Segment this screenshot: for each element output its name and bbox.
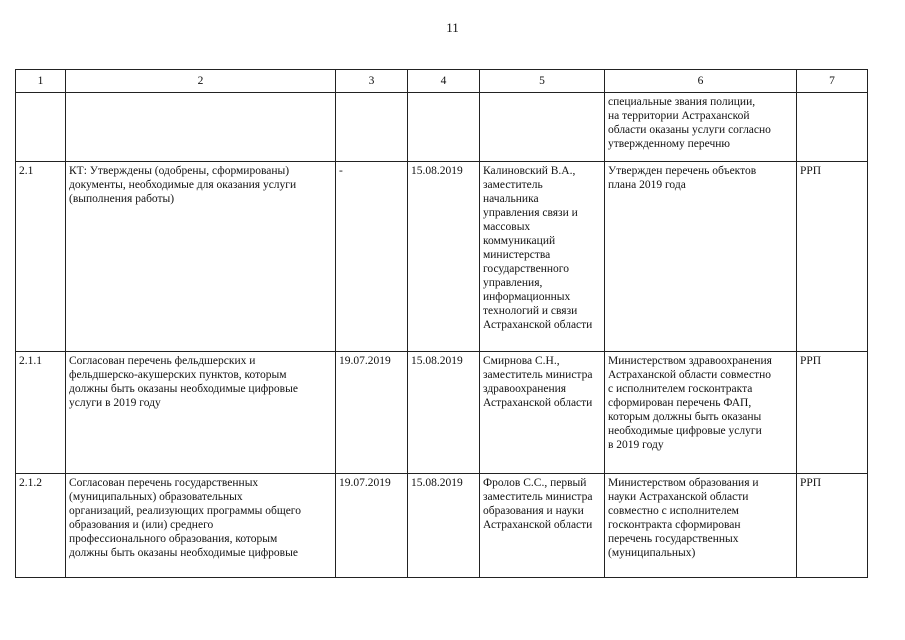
row-name	[66, 93, 336, 162]
row-start-date: 19.07.2019	[336, 352, 408, 474]
row-name: Согласован перечень государственных (муниципальных) образовательных организаций, реализующих программы общего образования и (или) среднего профессионального образования, которым должны быть оказаны необходимые цифровые	[66, 474, 336, 578]
header-cell-5: 5	[480, 70, 605, 93]
table-row	[16, 162, 868, 352]
plan-table	[15, 69, 868, 578]
row-number: 2.1	[16, 162, 66, 352]
page-number: 11	[446, 20, 459, 35]
row-name: КТ: Утверждены (одобрены, сформированы) документы, необходимые для оказания услуги (выполнения работы)	[66, 162, 336, 352]
row-result: Министерством здравоохранения Астраханской области совместно с исполнителем госконтракта сформирован перечень ФАП, которым должны быть оказаны необходимые цифровые услуги в 2019 году	[605, 352, 797, 474]
row-number: 2.1.2	[16, 474, 66, 578]
header-cell-7: 7	[797, 70, 868, 93]
row-end-date: 15.08.2019	[408, 162, 480, 352]
row-end-date: 15.08.2019	[408, 474, 480, 578]
row-result: специальные звания полиции, на территории Астраханской области оказаны услуги согласно утвержденному перечню	[605, 93, 797, 162]
row-level: РРП	[797, 162, 868, 352]
header-cell-3: 3	[336, 70, 408, 93]
header-cell-4: 4	[408, 70, 480, 93]
row-result: Утвержден перечень объектов плана 2019 года	[605, 162, 797, 352]
row-start-date: 19.07.2019	[336, 474, 408, 578]
row-start-date: -	[336, 162, 408, 352]
table-row	[16, 474, 868, 578]
row-responsible: Калиновский В.А., заместитель начальника управления связи и массовых коммуникаций министерства государственного управления, информационных технологий и связи Астраханской области	[480, 162, 605, 352]
table-row	[16, 352, 868, 474]
row-result: Министерством образования и науки Астраханской области совместно с исполнителем госконтракта сформирован перечень государственных (муниципальных)	[605, 474, 797, 578]
row-level: РРП	[797, 474, 868, 578]
header-cell-2: 2	[66, 70, 336, 93]
table-row	[16, 93, 868, 162]
row-number	[16, 93, 66, 162]
row-responsible	[480, 93, 605, 162]
row-level	[797, 93, 868, 162]
row-responsible: Фролов С.С., первый заместитель министра образования и науки Астраханской области	[480, 474, 605, 578]
header-cell-6: 6	[605, 70, 797, 93]
row-start-date	[336, 93, 408, 162]
row-level: РРП	[797, 352, 868, 474]
row-end-date	[408, 93, 480, 162]
row-number: 2.1.1	[16, 352, 66, 474]
table-header-row	[16, 70, 868, 93]
row-responsible: Смирнова С.Н., заместитель министра здравоохранения Астраханской области	[480, 352, 605, 474]
row-name: Согласован перечень фельдшерских и фельдшерско-акушерских пунктов, которым должны быть оказаны необходимые цифровые услуги в 2019 году	[66, 352, 336, 474]
header-cell-1: 1	[16, 70, 66, 93]
row-end-date: 15.08.2019	[408, 352, 480, 474]
